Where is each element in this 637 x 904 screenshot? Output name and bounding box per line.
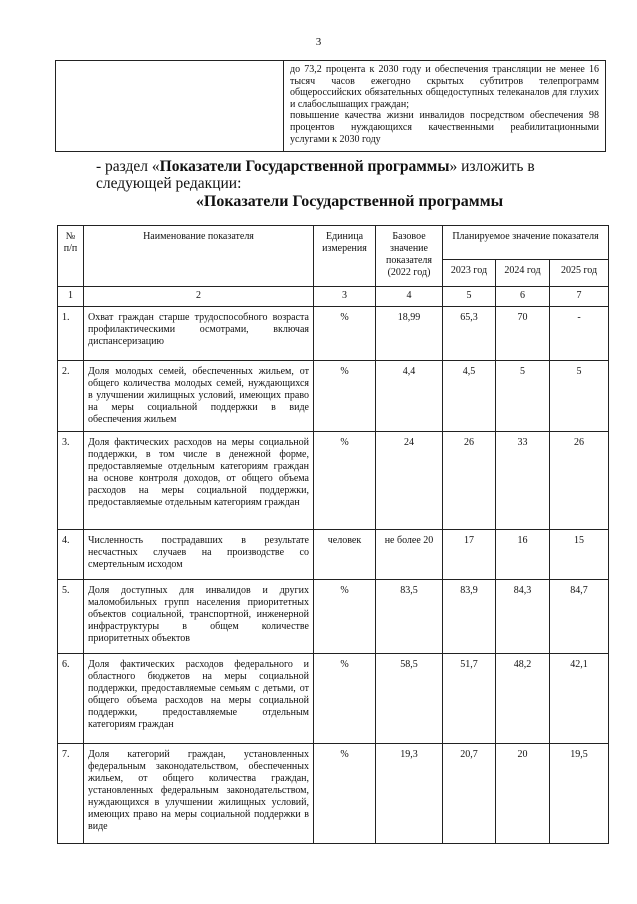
page-number: 3 [315, 36, 322, 48]
intro-bold: Показатели Государственной программы [159, 158, 450, 175]
section-heading: «Показатели Государственной программы [195, 193, 504, 210]
row-2023: 65,3 [443, 307, 496, 361]
row-2024: 20 [496, 744, 550, 844]
header-planned: Планируемое значение показателя [443, 226, 609, 260]
intro-paragraph [58, 158, 608, 192]
row-name: Охват граждан старше трудоспособного возраста профилактическими осмотрами, включая диспансеризацию [84, 307, 314, 361]
row-num: 5. [58, 580, 84, 654]
row-name: Доля молодых семей, обеспеченных жильем, от общего количества молодых семей, нуждающихся в улучшении жилищных условий, имеющих право на меры социальной поддержки в виде обеспечения жильем [84, 361, 314, 432]
header-2025: 2025 год [550, 260, 609, 287]
row-num: 2. [58, 361, 84, 432]
row-2023: 4,5 [443, 361, 496, 432]
continuation-table [55, 60, 606, 152]
row-2025: 26 [550, 432, 609, 530]
indicators-table [57, 225, 609, 844]
row-2025: 42,1 [550, 654, 609, 744]
row-unit: % [314, 744, 376, 844]
row-num: 4. [58, 530, 84, 580]
row-2024: 33 [496, 432, 550, 530]
row-base: 4,4 [376, 361, 443, 432]
row-unit: % [314, 307, 376, 361]
col-number: 2 [84, 287, 314, 307]
row-unit: % [314, 580, 376, 654]
row-2025: 84,7 [550, 580, 609, 654]
row-name: Доля фактических расходов федерального и областного бюджетов на меры социальной поддержки, предоставляемые семьям с детьми, от общего объема расходов на меры социальной поддержки, предоставляемые отдельным категориям граждан [84, 654, 314, 744]
row-unit: % [314, 654, 376, 744]
table-row [58, 530, 609, 580]
col-number: 7 [550, 287, 609, 307]
header-2023: 2023 год [443, 260, 496, 287]
row-base: 83,5 [376, 580, 443, 654]
table-row [58, 361, 609, 432]
row-2023: 51,7 [443, 654, 496, 744]
row-num: 3. [58, 432, 84, 530]
row-num: 1. [58, 307, 84, 361]
row-base: 19,3 [376, 744, 443, 844]
row-unit: % [314, 361, 376, 432]
table-row [58, 307, 609, 361]
row-num: 6. [58, 654, 84, 744]
column-number-row [58, 287, 609, 307]
continuation-empty-cell [56, 61, 284, 152]
row-base: 18,99 [376, 307, 443, 361]
row-name: Численность пострадавших в результате несчастных случаев на производстве со смертельным исходом [84, 530, 314, 580]
row-num: 7. [58, 744, 84, 844]
row-2024: 5 [496, 361, 550, 432]
header-num: № п/п [58, 226, 84, 287]
continuation-paragraph-1: до 73,2 процента к 2030 году и обеспечения трансляции не менее 16 тысяч часов ежегодно скрытых субтитров телепрограмм общероссийских обязательных общедоступных телеканалов для глухих и слабослышащих граждан; [290, 64, 599, 110]
row-base: не более 20 [376, 530, 443, 580]
row-2024: 16 [496, 530, 550, 580]
col-number: 5 [443, 287, 496, 307]
header-base: Базовое значение показателя (2022 год) [376, 226, 443, 287]
col-number: 4 [376, 287, 443, 307]
row-unit: % [314, 432, 376, 530]
row-2025: - [550, 307, 609, 361]
table-row [58, 744, 609, 844]
intro-suffix: » изложить в следующей редакции: [96, 158, 535, 192]
continuation-text-cell [284, 61, 606, 152]
row-2025: 15 [550, 530, 609, 580]
row-2025: 19,5 [550, 744, 609, 844]
row-2025: 5 [550, 361, 609, 432]
row-2024: 48,2 [496, 654, 550, 744]
row-2023: 83,9 [443, 580, 496, 654]
table-row [58, 654, 609, 744]
col-number: 3 [314, 287, 376, 307]
row-name: Доля категорий граждан, установленных федеральным законодательством, обеспеченных жильем, от общего количества граждан, установленных федеральным законодательством, нуждающихся в улучшении жилищных условий, имеющих право на меры социальной поддержки в виде [84, 744, 314, 844]
row-2023: 17 [443, 530, 496, 580]
header-name: Наименование показателя [84, 226, 314, 287]
col-number: 1 [58, 287, 84, 307]
table-row [58, 580, 609, 654]
continuation-paragraph-2: повышение качества жизни инвалидов посредством обеспечения 98 процентов нуждающихся качественными реабилитационными услугами к 2030 году [290, 110, 599, 145]
header-2024: 2024 год [496, 260, 550, 287]
intro-prefix: - раздел « [96, 158, 160, 175]
row-name: Доля фактических расходов на меры социальной поддержки, в том числе в денежной форме, предоставляемые отдельным категориям граждан на основе контроля доходов, от общего объема расходов на меры социальной поддержки, предоставляемые отдельным категориям граждан [84, 432, 314, 530]
col-number: 6 [496, 287, 550, 307]
row-base: 58,5 [376, 654, 443, 744]
row-base: 24 [376, 432, 443, 530]
row-2024: 84,3 [496, 580, 550, 654]
row-2024: 70 [496, 307, 550, 361]
header-unit: Единица измерения [314, 226, 376, 287]
row-unit: человек [314, 530, 376, 580]
table-row [58, 432, 609, 530]
row-name: Доля доступных для инвалидов и других маломобильных групп населения приоритетных объектов социальной, транспортной, инженерной инфраструктуры в общем количестве приоритетных объектов [84, 580, 314, 654]
row-2023: 20,7 [443, 744, 496, 844]
row-2023: 26 [443, 432, 496, 530]
